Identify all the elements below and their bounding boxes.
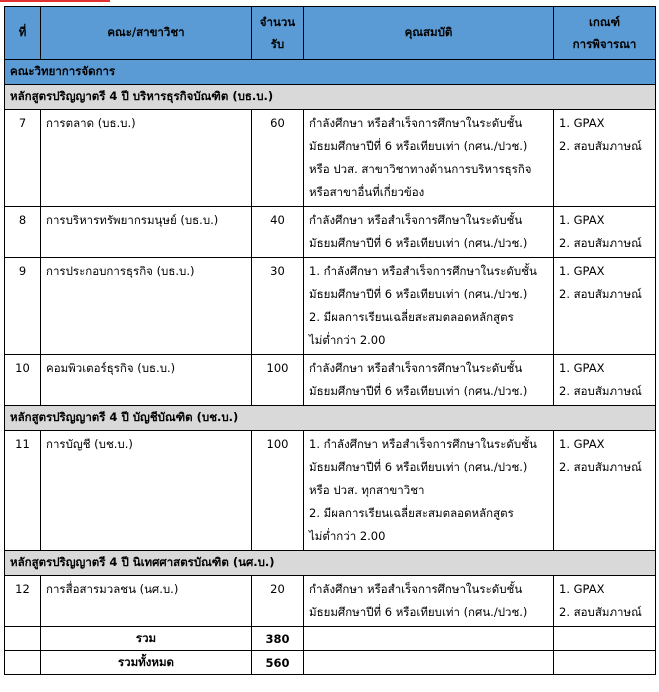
crit-line: 1. GPAX	[559, 361, 605, 375]
program-group-row	[5, 85, 656, 110]
qual-line: หรือ ปวส. สาขาวิชาทางด้านการบริหารธุรกิจ	[309, 162, 532, 176]
qual-line: ไม่ต่ำกว่า 2.00	[309, 529, 386, 543]
crit-line: 1. GPAX	[559, 264, 605, 278]
row-capacity: 20	[252, 576, 304, 627]
grand-total-label: รวมทั้งหมด	[41, 651, 252, 675]
crit-line: 2. สอบสัมภาษณ์	[559, 287, 642, 301]
row-no: 11	[5, 431, 41, 551]
grand-total-empty	[554, 651, 656, 675]
faculty-row	[5, 60, 656, 85]
header-qualifications: คุณสมบัติ	[304, 7, 554, 60]
header-capacity-line1: จำนวน	[259, 15, 296, 29]
row-program: การตลาด (บธ.บ.)	[41, 110, 252, 207]
row-no: 8	[5, 207, 41, 258]
header-program: คณะ/สาขาวิชา	[41, 7, 252, 60]
qual-line: มัธยมศึกษาปีที่ 6 หรือเทียบเท่า (กศน./ปวช.)	[309, 460, 528, 474]
row-no: 9	[5, 258, 41, 355]
row-capacity: 30	[252, 258, 304, 355]
grand-total-empty	[304, 651, 554, 675]
qual-line: กำลังศึกษา หรือสำเร็จการศึกษาในระดับชั้น	[309, 116, 523, 130]
row-criteria	[554, 207, 656, 258]
subtotal-empty	[304, 627, 554, 651]
program-group-row	[5, 551, 656, 576]
row-no: 10	[5, 355, 41, 406]
row-no: 7	[5, 110, 41, 207]
row-qualifications	[304, 207, 554, 258]
subtotal-label: รวม	[41, 627, 252, 651]
crit-line: 2. สอบสัมภาษณ์	[559, 139, 642, 153]
qual-line: มัธยมศึกษาปีที่ 6 หรือเทียบเท่า (กศน./ปวช.)	[309, 384, 528, 398]
crit-line: 2. สอบสัมภาษณ์	[559, 236, 642, 250]
crit-line: 2. สอบสัมภาษณ์	[559, 460, 642, 474]
row-criteria	[554, 431, 656, 551]
header-criteria	[554, 7, 656, 60]
row-program: การประกอบการธุรกิจ (บธ.บ.)	[41, 258, 252, 355]
header-capacity-line2: รับ	[270, 37, 285, 51]
row-qualifications	[304, 110, 554, 207]
table-row	[5, 258, 656, 355]
crit-line: 2. สอบสัมภาษณ์	[559, 605, 642, 619]
table-header-row	[5, 7, 656, 60]
row-criteria	[554, 110, 656, 207]
row-criteria	[554, 576, 656, 627]
qual-line: มัธยมศึกษาปีที่ 6 หรือเทียบเท่า (กศน./ปวช.)	[309, 287, 528, 301]
row-capacity: 100	[252, 355, 304, 406]
qual-line: มัธยมศึกษาปีที่ 6 หรือเทียบเท่า (กศน./ปวช.)	[309, 236, 528, 250]
qual-line: กำลังศึกษา หรือสำเร็จการศึกษาในระดับชั้น	[309, 213, 523, 227]
subtotal-empty	[554, 627, 656, 651]
row-program: การบัญชี (บช.บ.)	[41, 431, 252, 551]
program-group-title: หลักสูตรปริญญาตรี 4 ปี บัญชีบัณฑิต (บช.บ.)	[5, 406, 656, 431]
grand-total-row	[5, 651, 656, 675]
program-group-title: หลักสูตรปริญญาตรี 4 ปี นิเทศศาสตรบัณฑิต (นศ.บ.)	[5, 551, 656, 576]
table-row	[5, 431, 656, 551]
qual-line: หรือสาขาอื่นที่เกี่ยวข้อง	[309, 185, 425, 199]
table-row	[5, 110, 656, 207]
header-capacity	[252, 7, 304, 60]
crit-line: 1. GPAX	[559, 437, 605, 451]
table-row	[5, 207, 656, 258]
crit-line: 1. GPAX	[559, 582, 605, 596]
header-criteria-line2: การพิจารณา	[572, 37, 637, 51]
grand-total-empty	[5, 651, 41, 675]
qual-line: 2. มีผลการเรียนเฉลี่ยสะสมตลอดหลักสูตร	[309, 310, 514, 324]
qual-line: หรือ ปวส. ทุกสาขาวิชา	[309, 483, 425, 497]
row-qualifications	[304, 431, 554, 551]
admission-table	[4, 6, 656, 675]
table-row	[5, 355, 656, 406]
top-accent-line	[0, 0, 110, 2]
row-qualifications	[304, 576, 554, 627]
program-group-title: หลักสูตรปริญญาตรี 4 ปี บริหารธุรกิจบัณฑิต (บธ.บ.)	[5, 85, 656, 110]
qual-line: ไม่ต่ำกว่า 2.00	[309, 333, 386, 347]
qual-line: มัธยมศึกษาปีที่ 6 หรือเทียบเท่า (กศน./ปวช.)	[309, 139, 528, 153]
qual-line: กำลังศึกษา หรือสำเร็จการศึกษาในระดับชั้น	[309, 582, 523, 596]
row-criteria	[554, 258, 656, 355]
header-no: ที่	[5, 7, 41, 60]
crit-line: 1. GPAX	[559, 213, 605, 227]
row-capacity: 100	[252, 431, 304, 551]
qual-line: 1. กำลังศึกษา หรือสำเร็จการศึกษาในระดับชั้น	[309, 437, 537, 451]
row-no: 12	[5, 576, 41, 627]
crit-line: 1. GPAX	[559, 116, 605, 130]
header-criteria-line1: เกณฑ์	[588, 15, 621, 29]
row-program: การบริหารทรัพยากรมนุษย์ (บธ.บ.)	[41, 207, 252, 258]
row-capacity: 40	[252, 207, 304, 258]
row-capacity: 60	[252, 110, 304, 207]
program-group-row	[5, 406, 656, 431]
faculty-title: คณะวิทยาการจัดการ	[5, 60, 656, 85]
row-program: คอมพิวเตอร์ธุรกิจ (บธ.บ.)	[41, 355, 252, 406]
subtotal-empty	[5, 627, 41, 651]
qual-line: 2. มีผลการเรียนเฉลี่ยสะสมตลอดหลักสูตร	[309, 506, 514, 520]
table-row	[5, 576, 656, 627]
subtotal-value: 380	[252, 627, 304, 651]
row-qualifications	[304, 355, 554, 406]
subtotal-row	[5, 627, 656, 651]
qual-line: 1. กำลังศึกษา หรือสำเร็จการศึกษาในระดับชั้น	[309, 264, 537, 278]
row-criteria	[554, 355, 656, 406]
crit-line: 2. สอบสัมภาษณ์	[559, 384, 642, 398]
row-program: การสื่อสารมวลชน (นศ.บ.)	[41, 576, 252, 627]
qual-line: กำลังศึกษา หรือสำเร็จการศึกษาในระดับชั้น	[309, 361, 523, 375]
grand-total-value: 560	[252, 651, 304, 675]
qual-line: มัธยมศึกษาปีที่ 6 หรือเทียบเท่า (กศน./ปวช.)	[309, 605, 528, 619]
row-qualifications	[304, 258, 554, 355]
